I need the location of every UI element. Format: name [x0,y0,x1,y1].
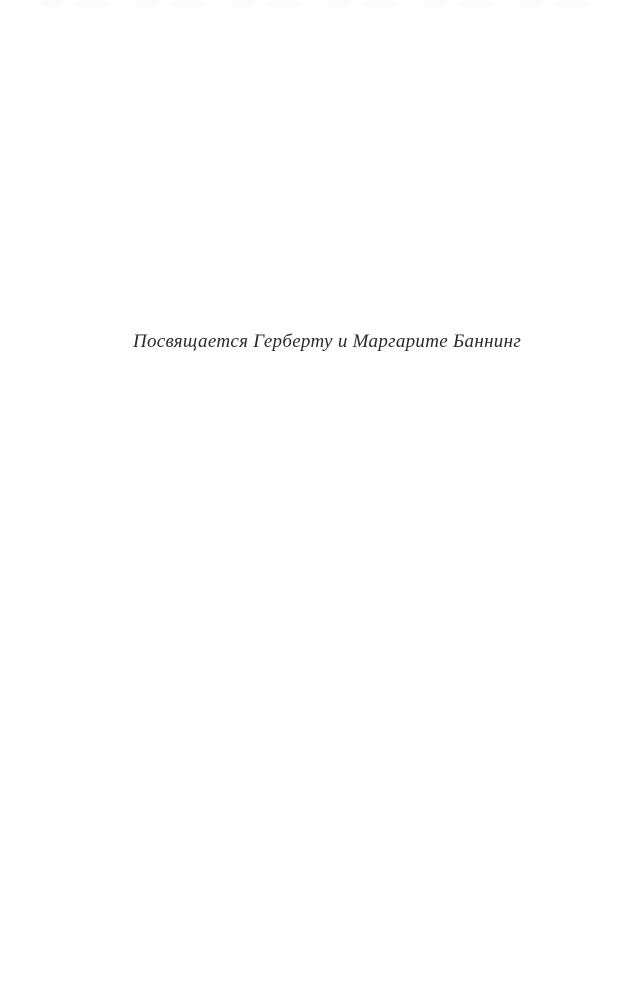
dedication-text: Посвящается Герберту и Маргарите Баннинг [132,331,522,352]
scan-artifact-top [40,0,614,7]
